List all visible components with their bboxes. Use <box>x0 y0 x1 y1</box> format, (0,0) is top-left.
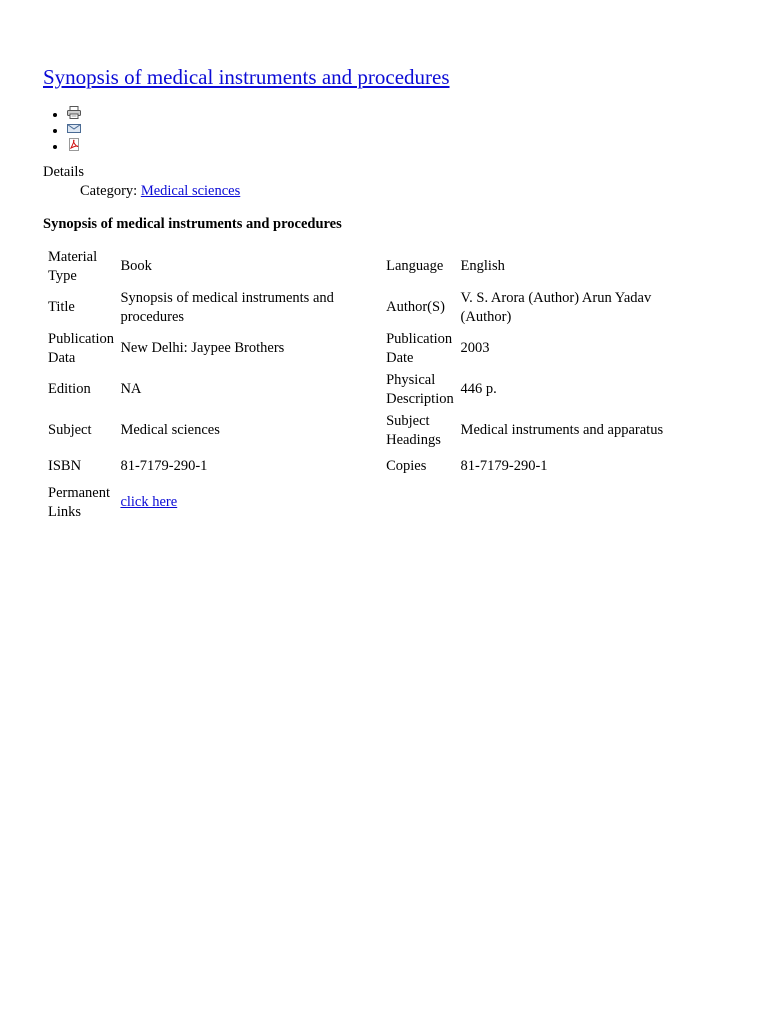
permanent-links-label: Permanent Links <box>48 484 111 520</box>
table-row <box>45 410 685 451</box>
material-type-label: Material Type <box>48 248 98 284</box>
edition-value: NA <box>120 381 142 397</box>
page-title <box>43 62 743 92</box>
category-link[interactable]: Medical sciences <box>140 183 241 199</box>
title-label: Title <box>48 299 75 315</box>
publication-date-label: Publication Date <box>386 330 453 366</box>
toolbar-item-print <box>67 106 743 122</box>
isbn-value: 81-7179-290-1 <box>120 458 208 474</box>
article <box>43 62 743 523</box>
material-type-value: Book <box>120 258 152 274</box>
article-toolbar <box>43 106 743 154</box>
print-icon[interactable] <box>67 106 81 119</box>
details-label: Details <box>43 164 85 180</box>
table-row <box>45 482 685 523</box>
authors-value: V. S. Arora (Author) Arun Yadav (Author) <box>460 289 652 325</box>
edition-label: Edition <box>48 381 91 397</box>
table-row <box>45 369 685 410</box>
isbn-label: ISBN <box>48 458 82 474</box>
record-table <box>45 246 685 523</box>
toolbar-item-pdf <box>67 138 743 154</box>
record-heading: Synopsis of medical instruments and procedures <box>43 216 342 232</box>
authors-label: Author(S) <box>386 299 445 315</box>
publication-date-value: 2003 <box>460 340 490 356</box>
subject-label: Subject <box>48 422 92 438</box>
subject-headings-value: Medical instruments and apparatus <box>460 422 664 438</box>
table-row <box>45 328 685 369</box>
publication-data-label: Publication Data <box>48 330 115 366</box>
language-label: Language <box>386 258 444 274</box>
subject-value: Medical sciences <box>120 422 220 438</box>
copies-value: 81-7179-290-1 <box>460 458 548 474</box>
permanent-link[interactable]: click here <box>120 494 178 510</box>
table-row <box>45 451 685 482</box>
category-prefix: Category: <box>80 183 138 199</box>
category-line <box>43 182 743 201</box>
copies-label: Copies <box>386 458 427 474</box>
table-row <box>45 246 685 287</box>
permanent-links-cell <box>117 482 383 523</box>
details-block <box>43 163 743 201</box>
toolbar-item-email <box>67 122 743 138</box>
pdf-icon[interactable] <box>67 138 81 151</box>
title-link[interactable]: Synopsis of medical instruments and procedures <box>43 65 450 89</box>
language-value: English <box>460 258 505 274</box>
email-icon[interactable] <box>67 122 81 135</box>
empty-cell <box>383 482 457 523</box>
physical-description-label: Physical Description <box>386 371 454 407</box>
empty-cell <box>458 482 685 523</box>
title-value: Synopsis of medical instruments and procedures <box>120 289 334 325</box>
table-row <box>45 287 685 328</box>
physical-description-value: 446 p. <box>460 381 497 397</box>
publication-data-value: New Delhi: Jaypee Brothers <box>120 340 285 356</box>
subject-headings-label: Subject Headings <box>386 412 441 448</box>
